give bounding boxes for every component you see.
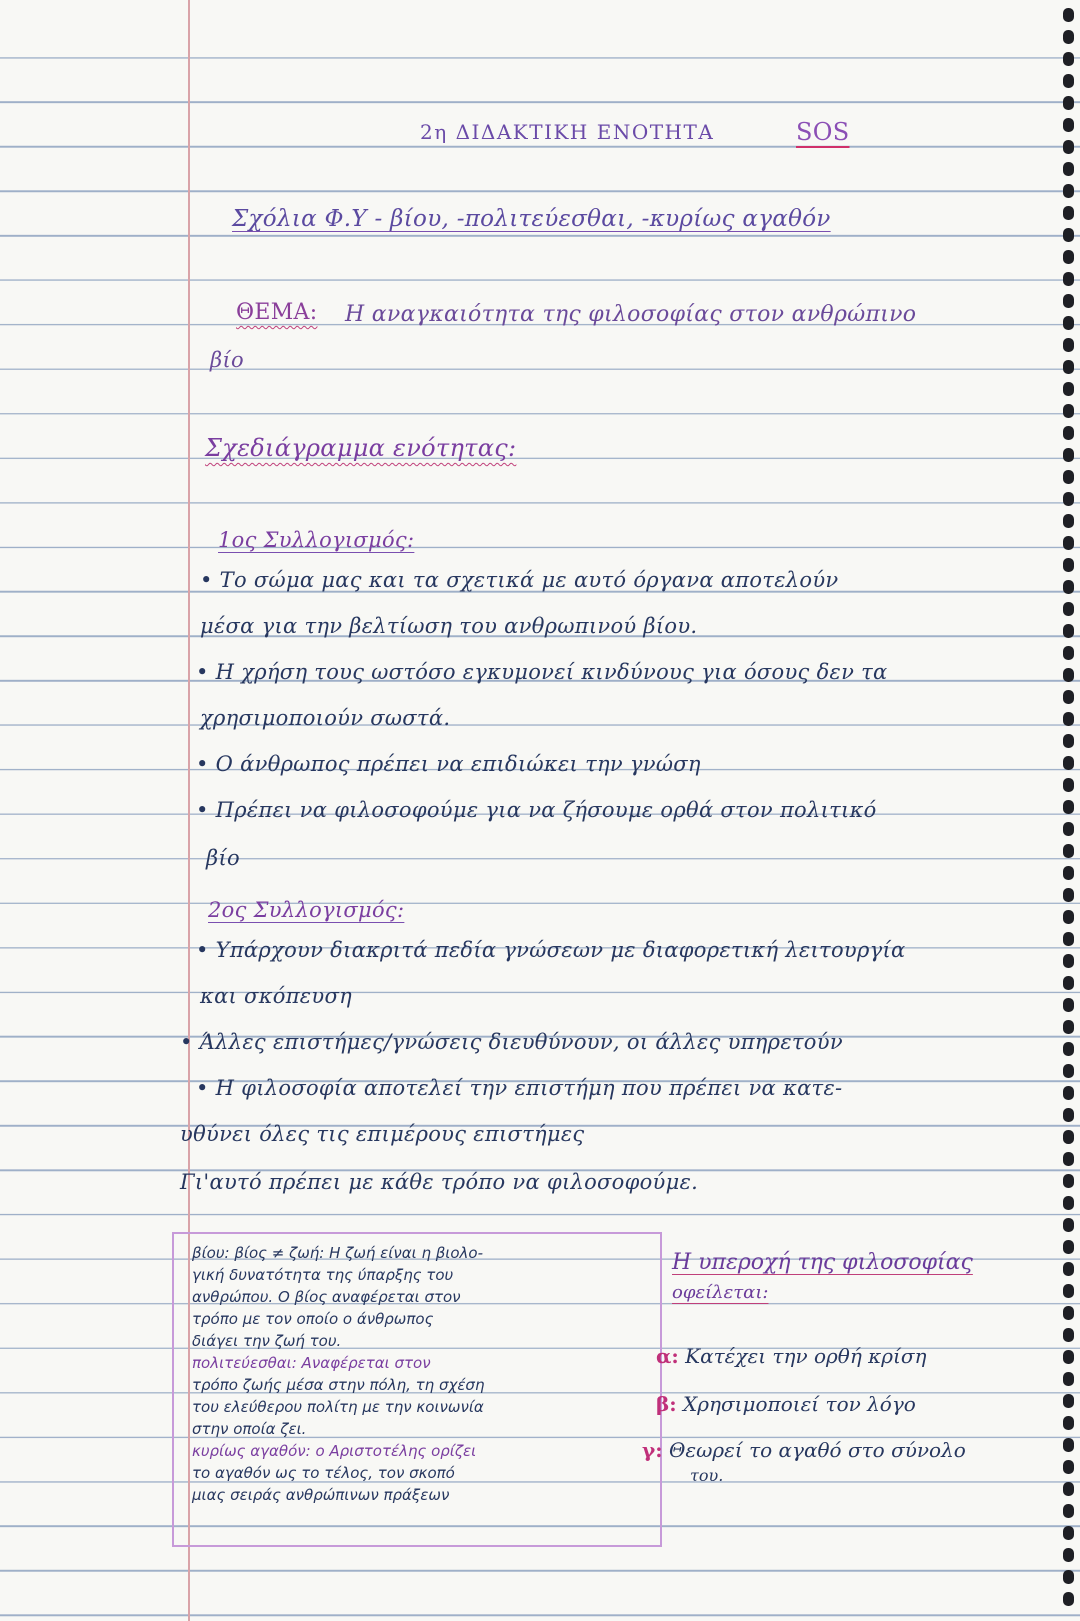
spiral-hole [1063, 646, 1074, 660]
spiral-hole [1063, 998, 1074, 1012]
syllogism-1-line: • Πρέπει να φιλοσοφούμε για να ζήσουμε ορθά στον πολιτικό [196, 798, 877, 822]
superiority-item [642, 1438, 966, 1462]
spiral-hole [1063, 602, 1074, 616]
spiral-hole [1063, 1130, 1074, 1144]
lesson-title: 2η ΔΙΔΑΚΤΙΚΗ ΕΝΟΤΗΤΑ [420, 120, 715, 144]
spiral-hole [1063, 1548, 1074, 1562]
spiral-hole [1063, 1460, 1074, 1474]
superiority-item [656, 1344, 927, 1368]
spiral-hole [1063, 470, 1074, 484]
outline-heading: Σχεδιάγραμμα ενότητας: [205, 434, 517, 462]
syllogism-2-line: υθύνει όλες τις επιμέρους επιστήμες [180, 1122, 585, 1146]
spiral-hole [1063, 52, 1074, 66]
spiral-hole [1063, 778, 1074, 792]
spiral-hole [1063, 448, 1074, 462]
spiral-hole [1063, 1152, 1074, 1166]
spiral-hole [1063, 1350, 1074, 1364]
spiral-hole [1063, 668, 1074, 682]
spiral-hole [1063, 1240, 1074, 1254]
spiral-hole [1063, 1416, 1074, 1430]
spiral-hole [1063, 316, 1074, 330]
spiral-hole [1063, 1328, 1074, 1342]
spiral-hole [1063, 1064, 1074, 1078]
spiral-hole [1063, 228, 1074, 242]
superiority-heading: Η υπεροχή της φιλοσοφίας [672, 1250, 973, 1275]
syllogism-2-line: • Υπάρχουν διακριτά πεδία γνώσεων με διαφορετική λειτουργία [196, 938, 906, 962]
syllogism-2-line: Γι'αυτό πρέπει με κάθε τρόπο να φιλοσοφούμε. [180, 1170, 699, 1194]
spiral-hole [1063, 976, 1074, 990]
superiority-item-cont: του. [690, 1466, 724, 1485]
sos-tag: SOS [796, 118, 850, 146]
theme-text: Η αναγκαιότητα της φιλοσοφίας στον ανθρώπινο [345, 302, 917, 327]
spiral-hole [1063, 140, 1074, 154]
spiral-hole [1063, 514, 1074, 528]
spiral-hole [1063, 536, 1074, 550]
spiral-hole [1063, 932, 1074, 946]
spiral-hole [1063, 1196, 1074, 1210]
spiral-hole [1063, 30, 1074, 44]
item-letter: γ: [642, 1438, 663, 1462]
spiral-hole [1063, 184, 1074, 198]
spiral-hole [1063, 844, 1074, 858]
spiral-hole [1063, 1042, 1074, 1056]
spiral-hole [1063, 118, 1074, 132]
spiral-hole [1063, 294, 1074, 308]
spiral-hole [1063, 1592, 1074, 1606]
definition-line: διάγει την ζωή του. [192, 1332, 342, 1350]
spiral-hole [1063, 338, 1074, 352]
spiral-hole [1063, 8, 1074, 22]
spiral-hole [1063, 492, 1074, 506]
syllogism-2-line: και σκόπευση [200, 984, 352, 1008]
syllogism-1-heading: 1ος Συλλογισμός: [218, 528, 415, 552]
spiral-hole [1063, 206, 1074, 220]
comments-line: Σχόλια Φ.Υ - βίου, -πολιτεύεσθαι, -κυρίως αγαθόν [232, 206, 831, 232]
syllogism-2-line: • Άλλες επιστήμες/γνώσεις διευθύνουν, οι άλλες υπηρετούν [180, 1030, 843, 1054]
definition-line: ανθρώπου. Ο βίος αναφέρεται στον [192, 1288, 461, 1306]
spiral-hole [1063, 800, 1074, 814]
item-text: Θεωρεί το αγαθό στο σύνολο [668, 1438, 966, 1462]
spiral-hole [1063, 624, 1074, 638]
spiral-hole [1063, 1174, 1074, 1188]
spiral-hole [1063, 866, 1074, 880]
spiral-hole [1063, 404, 1074, 418]
spiral-hole [1063, 580, 1074, 594]
spiral-hole [1063, 954, 1074, 968]
spiral-hole [1063, 1570, 1074, 1584]
syllogism-1-line: • Ο άνθρωπος πρέπει να επιδιώκει την γνώση [196, 752, 701, 776]
spiral-hole [1063, 1108, 1074, 1122]
spiral-hole [1063, 1504, 1074, 1518]
spiral-hole [1063, 712, 1074, 726]
definition-line: στην οποία ζει. [192, 1420, 307, 1438]
spiral-hole [1063, 822, 1074, 836]
spiral-hole [1063, 910, 1074, 924]
spiral-hole [1063, 162, 1074, 176]
spiral-hole [1063, 1482, 1074, 1496]
spiral-hole [1063, 1372, 1074, 1386]
syllogism-1-line: βίο [206, 846, 240, 870]
spiral-hole [1063, 272, 1074, 286]
superiority-item [656, 1392, 916, 1416]
syllogism-1-line: • Το σώμα μας και τα σχετικά με αυτό όργανα αποτελούν [200, 568, 839, 592]
spiral-hole [1063, 690, 1074, 704]
definition-line: πολιτεύεσθαι: Αναφέρεται στον [192, 1354, 431, 1372]
spiral-hole [1063, 558, 1074, 572]
item-letter: β: [656, 1392, 677, 1416]
item-text: Χρησιμοποιεί τον λόγο [683, 1392, 916, 1416]
spiral-hole [1063, 96, 1074, 110]
spiral-hole [1063, 734, 1074, 748]
spiral-hole [1063, 1284, 1074, 1298]
spiral-hole [1063, 1262, 1074, 1276]
spiral-hole [1063, 888, 1074, 902]
spiral-hole [1063, 1306, 1074, 1320]
spiral-hole [1063, 426, 1074, 440]
definition-line: το αγαθόν ως το τέλος, τον σκοπό [192, 1464, 455, 1482]
definition-line: τρόπο με τον οποίο ο άνθρωπος [192, 1310, 434, 1328]
superiority-heading-cont: οφείλεται: [672, 1282, 769, 1303]
spiral-hole [1063, 1526, 1074, 1540]
syllogism-1-line: μέσα για την βελτίωση του ανθρωπινού βίου. [200, 614, 698, 638]
syllogism-1-line: • Η χρήση τους ωστόσο εγκυμονεί κινδύνους για όσους δεν τα [196, 660, 888, 684]
definition-line: γική δυνατότητα της ύπαρξης του [192, 1266, 454, 1284]
definition-line: μιας σειράς ανθρώπινων πράξεων [192, 1486, 450, 1504]
definition-line: του ελεύθερου πολίτη με την κοινωνία [192, 1398, 484, 1416]
spiral-hole [1063, 1438, 1074, 1452]
spiral-hole [1063, 382, 1074, 396]
spiral-hole [1063, 74, 1074, 88]
definition-line: τρόπο ζωής μέσα στην πόλη, τη σχέση [192, 1376, 485, 1394]
syllogism-2-heading: 2ος Συλλογισμός: [208, 898, 405, 922]
spiral-hole [1063, 250, 1074, 264]
syllogism-2-line: • Η φιλοσοφία αποτελεί την επιστήμη που πρέπει να κατε- [196, 1076, 843, 1100]
spiral-hole [1063, 1218, 1074, 1232]
definition-line: βίου: βίος ≠ ζωή: Η ζωή είναι η βιολο- [192, 1244, 484, 1262]
syllogism-1-line: χρησιμοποιούν σωστά. [200, 706, 451, 730]
spiral-hole [1063, 360, 1074, 374]
spiral-hole [1063, 1394, 1074, 1408]
spiral-binding [1058, 0, 1074, 1621]
spiral-hole [1063, 756, 1074, 770]
spiral-hole [1063, 1086, 1074, 1100]
theme-label: ΘΕΜΑ: [236, 300, 318, 325]
spiral-hole [1063, 1020, 1074, 1034]
theme-continuation: βίο [210, 348, 244, 372]
item-letter: α: [656, 1344, 679, 1368]
definition-line: κυρίως αγαθόν: ο Αριστοτέλης ορίζει [192, 1442, 477, 1460]
item-text: Κατέχει την ορθή κρίση [685, 1344, 927, 1368]
